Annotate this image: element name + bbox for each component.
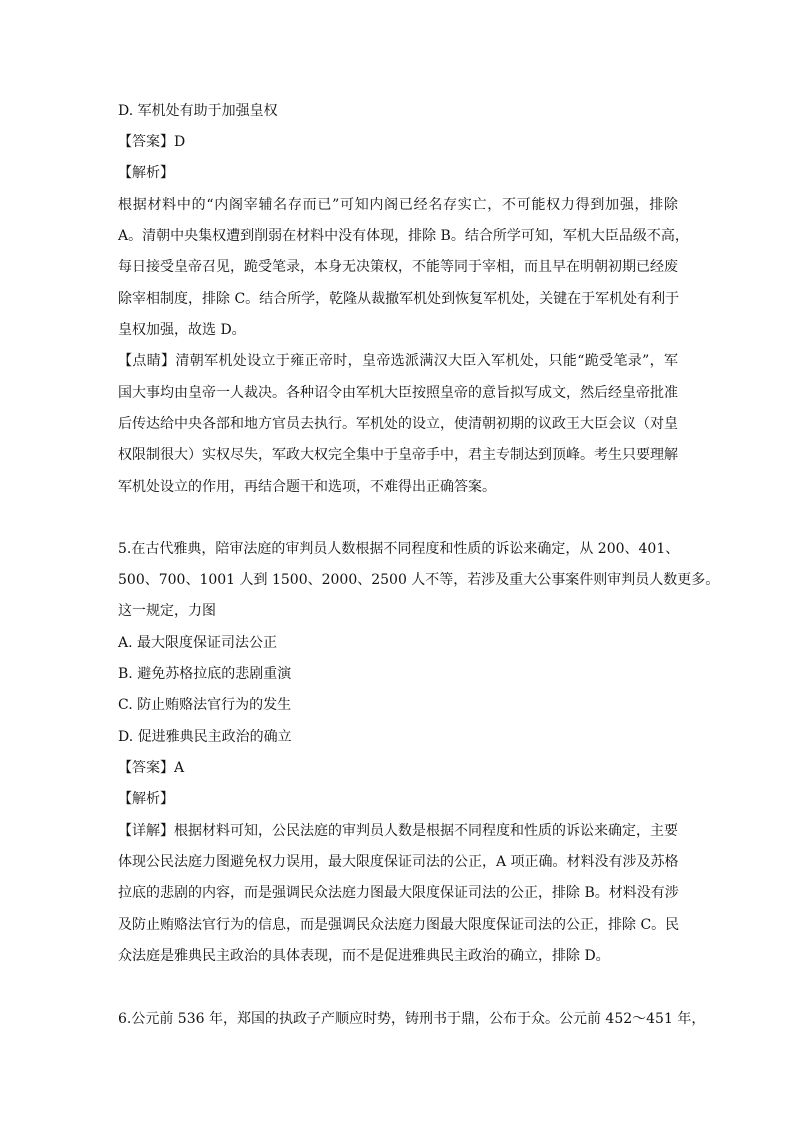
q5-stem-line: 5.在古代雅典，陪审法庭的审判员人数根据不同程度和性质的诉讼来确定，从 200、401、 xyxy=(118,541,680,557)
q6-stem-line: 6.公元前 536 年，郑国的执政子产顺应时势，铸刑书于鼎，公布于众。公元前 452～451 年， xyxy=(118,1011,706,1027)
q4-analysis-line: A。清朝中央集权遭到削弱在材料中没有体现，排除 B。结合所学可知，军机大臣品级不高， xyxy=(118,228,689,244)
q4-tip-line: 权限制很大）实权尽失，军政大权完全集中于皇帝手中，君主专制达到顶峰。考生只要理解 xyxy=(118,447,678,463)
q5-detail-line: 及防止贿赂法官行为的信息，而是强调民众法庭力图最大限度保证司法的公正，排除 C。民 xyxy=(118,917,680,933)
q5-detail-line: 众法庭是雅典民主政治的具体表现，而不是促进雅典民主政治的确立，排除 D。 xyxy=(118,948,610,964)
q5-analysis-label: 【解析】 xyxy=(118,791,174,807)
q5-option-b: B. 避免苏格拉底的悲剧重演 xyxy=(118,666,292,682)
q5-answer: 【答案】A xyxy=(118,760,185,776)
q5-option-d: D. 促进雅典民主政治的确立 xyxy=(118,729,292,745)
q4-analysis-line: 每日接受皇帝召见，跪受笔录，本身无决策权，不能等同于宰相，而且早在明朝初期已经废 xyxy=(118,259,678,275)
q4-tip-line: 国大事均由皇帝一人裁决。各种诏令由军机大臣按照皇帝的意旨拟写成文，然后经皇帝批准 xyxy=(118,385,678,401)
q4-tip-line: 后传达给中央各部和地方官员去执行。军机处的设立，使清朝初期的议政王大臣会议（对皇 xyxy=(118,416,678,432)
q4-analysis-line: 根据材料中的“内阁宰辅名存而已”可知内阁已经名存实亡，不可能权力得到加强，排除 xyxy=(118,197,678,213)
q5-stem-line: 这一规定，力图 xyxy=(118,603,216,619)
q4-tip-line: 【点睛】清朝军机处设立于雍正帝时，皇帝选派满汉大臣入军机处，只能“跪受笔录”，军 xyxy=(118,353,678,369)
q5-stem-line: 500、700、1001 人到 1500、2000、2500 人不等，若涉及重大公事案件则审判员人数更多。 xyxy=(118,572,720,588)
q4-analysis-label: 【解析】 xyxy=(118,165,174,181)
q4-tip-line: 军机处设立的作用，再结合题干和选项，不难得出正确答案。 xyxy=(118,479,496,495)
q4-option-d: D. 军机处有助于加强皇权 xyxy=(118,103,278,119)
q5-detail-line: 【详解】根据材料可知，公民法庭的审判员人数是根据不同程度和性质的诉讼来确定，主要 xyxy=(118,823,678,839)
q5-detail-line: 体现公民法庭力图避免权力误用，最大限度保证司法的公正，A 项正确。材料没有涉及苏格 xyxy=(118,854,679,870)
q5-option-a: A. 最大限度保证司法公正 xyxy=(118,635,278,651)
q4-answer: 【答案】D xyxy=(118,134,186,150)
q4-analysis-line: 除宰相制度，排除 C。结合所学，乾隆从裁撤军机处到恢复军机处，关键在于军机处有利于 xyxy=(118,291,680,307)
q5-detail-line: 拉底的悲剧的内容，而是强调民众法庭力图最大限度保证司法的公正，排除 B。材料没有涉 xyxy=(118,885,679,901)
q5-option-c: C. 防止贿赂法官行为的发生 xyxy=(118,697,292,713)
q4-analysis-line: 皇权加强，故选 D。 xyxy=(118,322,246,338)
